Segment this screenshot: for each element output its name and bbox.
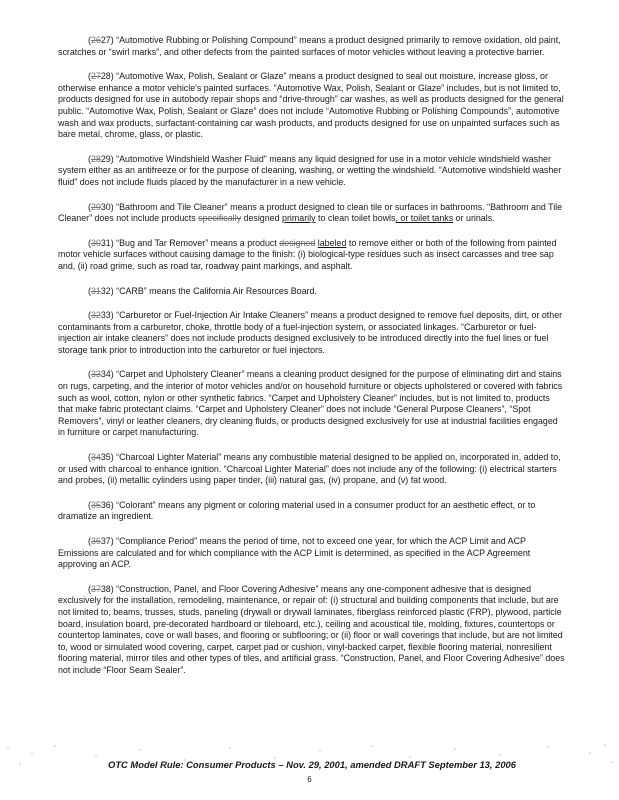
old-number: 26 <box>90 35 101 45</box>
definitions-body <box>58 35 566 690</box>
definition-text: “Bathroom and Tile Cleaner” means a product designed to clean tile or surfaces in bathrooms. “Bathroom and Tile Cleaner” does not include products <box>58 201 563 224</box>
definition-paragraph: (3334) “Carpet and Upholstery Cleaner” means a cleaning product designed for the purpose of eliminating dirt and stains on rugs, carpeting, and the interior of motor vehicles and/or on household furniture or objects upholstered or covered with fabrics such as wool, cotton, nylon or other synthetic fabrics. “Carpet and Upholstery Cleaner” includes, but is not limited to, products that make fabric protectant claims. “Carpet and Upholstery Cleaner” does not include “General Purpose Cleaners”, “Spot Removers”, vinyl or leather cleaners, dry cleaning fluids, or products designed exclusively for use at industrial facilities engaged in furniture or carpet manufacturing. <box>58 369 563 438</box>
definition-text: “Carpet and Upholstery Cleaner” means a cleaning product designed for the purpose of eliminating dirt and stains on rugs, carpeting, and the interior of motor vehicles and/or on household furniture or objects upholstered or covered with fabrics such as wool, cotton, nylon or other synthetic fabrics. “Carpet and Upholstery Cleaner” includes, but is not limited to, products that make fabric protectant claims. “Carpet and Upholstery Cleaner” does not include “General Purpose Cleaners”, “Spot Removers”, vinyl or leather cleaners, dry cleaning fluids, or products designed exclusively for use at industrial facilities engaged in furniture or carpet manufacturing. <box>58 369 563 438</box>
definition-paragraph: (3738) “Construction, Panel, and Floor Covering Adhesive” means any one-component adhesive that is designed exclusively for the installation, remodeling, maintenance, or repair of: (i) structural and building components that include, but are not limited to, beams, trusses, studs, paneling (drywall or drywall laminates, fiberglass reinforced plastic (FRP), plywood, particle board, insulation board, pre-decorated hardboard or tileboard, etc.), ceiling and acoustical tile, molding, fixtures, countertops or countertop laminates, cove or wall bases, and flooring or subflooring; or (ii) floor or wall coverings that include, but are not limited to, wood or simulated wood covering, carpet, carpet pad or cushion, vinyl-backed carpet, flexible flooring material, nonresilient flooring material, mirror tiles and other types of tiles, and artificial grass. “Construction, Panel, and Floor Covering Adhesive” does not include “Floor Seam Sealer”. <box>58 583 565 675</box>
definition-paragraph: (3435) “Charcoal Lighter Material” means any combustible material designed to be applied on, incorporated in, added to, or used with charcoal to enhance ignition. “Charcoal Lighter Material” does not include any of the following: (i) electrical starters and probes, (ii) metallic cylinders using paper tinder, (iii) natural gas, (iv) propane, and (v) fat wood. <box>58 452 561 486</box>
new-number: 33 <box>100 310 111 321</box>
old-number: 35 <box>90 499 101 510</box>
new-number: 28 <box>100 71 111 82</box>
new-number: 37 <box>100 536 111 546</box>
deleted-text: designed <box>279 237 316 248</box>
definition-text: “Automotive Wax, Polish, Sealant or Glaze” means a product designed to seal out moisture, increase gloss, or otherwise enhance a motor vehicle's painted surfaces. “Automotive Wax, Polish, Sealant or Glaze” includes, but is not limited to, products designed for use in autobody repair shops and “drive-through” car washes, as well as products designed for the general public. “Automotive Wax, Polish, Sealant or Glaze” does not include “Automotive Rubbing or Polishing Compounds”, automotive wash and wax products, surfactant-containing car wash products, and products designed for use on unpainted surfaces such as bare metal, chrome, glass, or plastic. <box>58 71 564 140</box>
old-number: 29 <box>90 201 101 212</box>
definition-paragraph: (3637) “Compliance Period” means the period of time, not to exceed one year, for which the ACP Limit and ACP Emissions are calculated and for which compliance with the ACP Limit is determined, as specified in the ACP Agreement approving an ACP. <box>58 536 531 570</box>
old-number: 33 <box>90 369 101 380</box>
new-number: 27 <box>100 35 111 45</box>
definition-text: “Colorant” means any pigment or coloring material used in a consumer product for an aesthetic effect, or to dramatize an ingredient. <box>58 499 536 522</box>
definition-text: “Bug and Tar Remover” means a product <box>116 237 280 248</box>
old-number: 27 <box>90 71 101 82</box>
definition-paragraph: (3536) “Colorant” means any pigment or coloring material used in a consumer product for an aesthetic effect, or to dramatize an ingredient. <box>58 499 536 522</box>
deleted-text: specifically <box>198 213 242 224</box>
definition-text: to remove either or both of the following from painted motor vehicle surfaces without causing damage to the finish: (i) biological-type residues such as insect carcasses and tree sap and, (ii) road grime, such as road tar, roadway paint markings, and asphalt. <box>58 237 557 271</box>
old-number: 28 <box>90 153 101 164</box>
new-number: 36 <box>100 499 111 510</box>
old-number: 36 <box>90 536 101 546</box>
new-number: 31 <box>100 237 111 248</box>
definition-text: “Compliance Period” means the period of time, not to exceed one year, for which the ACP Limit and ACP Emissions are calculated and for which compliance with the ACP Limit is determined, as specified in the ACP Agreement approving an ACP. <box>58 536 531 570</box>
definition-paragraph: (2627) “Automotive Rubbing or Polishing Compound” means a product designed primarily to remove oxidation, old paint, scratches or “swirl marks”, and other defects from the painted surfaces of motor vehicles without leaving a protective barrier. <box>58 35 561 57</box>
definition-text: “Charcoal Lighter Material” means any combustible material designed to be applied on, incorporated in, added to, or used with charcoal to enhance ignition. “Charcoal Lighter Material” does not include any of the following: (i) electrical starters and probes, (ii) metallic cylinders using paper tinder, (iii) natural gas, (iv) propane, and (v) fat wood. <box>58 452 561 486</box>
definition-text: “Construction, Panel, and Floor Covering Adhesive” means any one-component adhesive that is designed exclusively for the installation, remodeling, maintenance, or repair of: (i) structural and building components that include, but are not limited to, beams, trusses, studs, paneling (drywall or drywall laminates, fiberglass reinforced plastic (FRP), plywood, particle board, insulation board, pre-decorated hardboard or tileboard, etc.), ceiling and acoustical tile, molding, fixtures, countertops or countertop laminates, cove or wall bases, and flooring or subflooring; or (ii) floor or wall coverings that include, but are not limited to, wood or simulated wood covering, carpet, carpet pad or cushion, vinyl-backed carpet, flexible flooring material, nonresilient flooring material, mirror tiles and other types of tiles, and artificial grass. “Construction, Panel, and Floor Covering Adhesive” does not include “Floor Seam Sealer”. <box>58 583 565 675</box>
definition-paragraph: (3233) “Carburetor or Fuel-Injection Air Intake Cleaners” means a product designed to remove fuel deposits, dirt, or other contaminants from a carburetor, choke, throttle body of a fuel-injection system, or associated linkages. “Carburetor or fuel-injection air intake cleaners” does not include products designed exclusively to be introduced directly into the fuel lines or fuel storage tank prior to introduction into the carburetor or fuel injectors. <box>58 310 563 355</box>
definition-paragraph: (2728) “Automotive Wax, Polish, Sealant or Glaze” means a product designed to seal out moisture, increase gloss, or otherwise enhance a motor vehicle's painted surfaces. “Automotive Wax, Polish, Sealant or Glaze” includes, but is not limited to, products designed for use in autobody repair shops and “drive-through” car washes, as well as products designed for the general public. “Automotive Wax, Polish, Sealant or Glaze” does not include “Automotive Rubbing or Polishing Compounds”, automotive wash and wax products, surfactant-containing car wash products, and products designed for use on unpainted surfaces such as bare metal, chrome, glass, or plastic. <box>58 71 564 140</box>
definition-text: designed <box>241 213 283 224</box>
inserted-text: , or toilet tanks <box>395 213 454 224</box>
definition-text: “Automotive Rubbing or Polishing Compound” means a product designed primarily to remove oxidation, old paint, scratches or “swirl marks”, and other defects from the painted surfaces of motor vehicles without leaving a protective barrier. <box>58 35 561 57</box>
definition-paragraph: (2829) “Automotive Windshield Washer Fluid” means any liquid designed for use in a motor vehicle windshield washer system either as an antifreeze or for the purpose of cleaning, washing, or wetting the windshield. “Automotive windshield washer fluid” does not include fluids placed by the manufacturer in a new vehicle. <box>58 153 562 187</box>
old-number: 31 <box>90 285 101 296</box>
new-number: 38 <box>100 583 111 594</box>
new-number: 32 <box>100 285 111 296</box>
definition-paragraph: (3031) “Bug and Tar Remover” means a product designed labeled to remove either or both of the following from painted motor vehicle surfaces without causing damage to the finish: (i) biological-type residues such as insect carcasses and tree sap and, (ii) road grime, such as road tar, roadway paint markings, and asphalt. <box>58 237 557 271</box>
old-number: 32 <box>90 310 101 321</box>
new-number: 29 <box>100 153 111 164</box>
definition-paragraph: (3132) “CARB” means the California Air Resources Board. <box>88 285 317 296</box>
definition-text: “CARB” means the California Air Resources Board. <box>116 285 317 296</box>
old-number: 34 <box>90 452 101 463</box>
definition-text: or urinals. <box>453 213 495 224</box>
page-number: 6 <box>307 775 312 784</box>
old-number: 37 <box>90 583 101 594</box>
new-number: 34 <box>100 369 111 380</box>
new-number: 30 <box>100 201 111 212</box>
inserted-text: labeled <box>317 237 347 248</box>
definition-paragraph: (2930) “Bathroom and Tile Cleaner” means a product designed to clean tile or surfaces in bathrooms. “Bathroom and Tile Cleaner” does not include products specifically designed primarily to clean toilet bowls, or toilet tanks or urinals. <box>58 201 563 224</box>
new-number: 35 <box>100 452 111 463</box>
document-footer: OTC Model Rule: Consumer Products – Nov. 29, 2001, amended DRAFT September 13, 2006 <box>108 759 516 770</box>
definition-text: “Carburetor or Fuel-Injection Air Intake Cleaners” means a product designed to remove fuel deposits, dirt, or other contaminants from a carburetor, choke, throttle body of a fuel-injection system, or associated linkages. “Carburetor or fuel-injection air intake cleaners” does not include products designed exclusively to be introduced directly into the fuel lines or fuel storage tank prior to introduction into the carburetor or fuel injectors. <box>58 310 563 355</box>
definition-text: to clean toilet bowls <box>315 213 396 224</box>
inserted-text: primarily <box>282 213 316 224</box>
old-number: 30 <box>90 237 101 248</box>
definition-text: “Automotive Windshield Washer Fluid” means any liquid designed for use in a motor vehicle windshield washer system either as an antifreeze or for the purpose of cleaning, washing, or wetting the windshield. “Automotive windshield washer fluid” does not include fluids placed by the manufacturer in a new vehicle. <box>58 153 562 187</box>
